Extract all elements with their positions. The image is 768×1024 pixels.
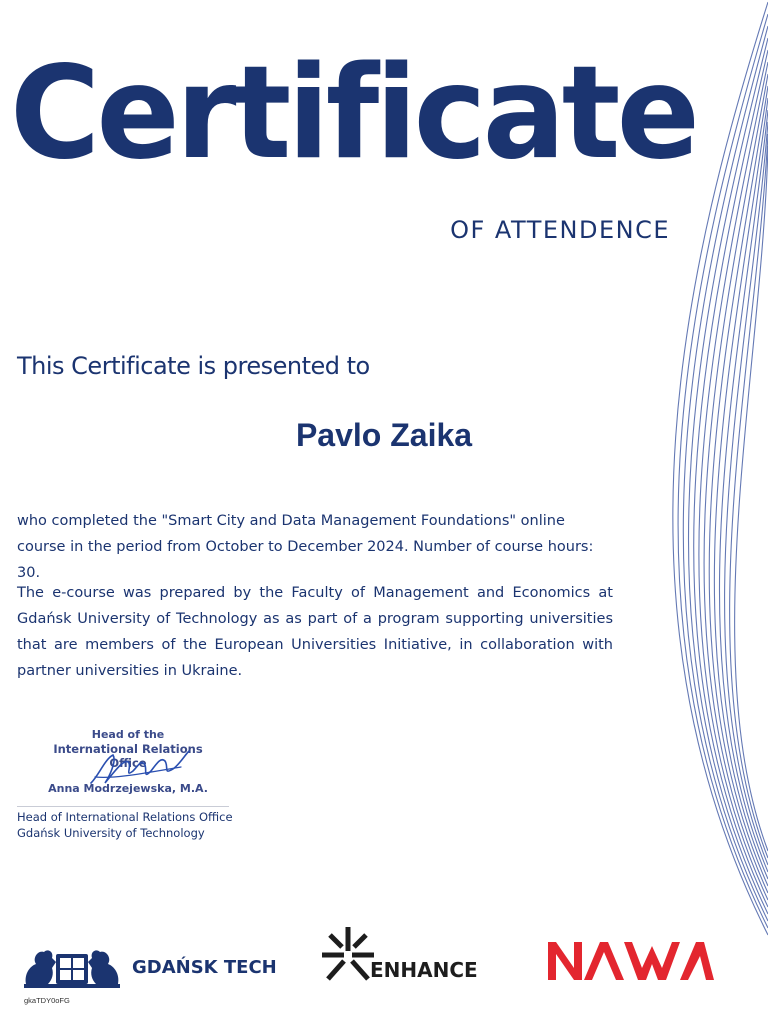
stamp-line-2: International Relations Office bbox=[53, 742, 203, 770]
stamp-line-3: Anna Modrzejewska, M.A. bbox=[48, 782, 208, 795]
enhance-star-logo bbox=[318, 925, 378, 987]
official-stamp bbox=[33, 725, 223, 800]
gdansk-tech-logo-text: GDAŃSK TECH bbox=[132, 957, 277, 978]
signatory-organization: Gdańsk University of Technology bbox=[17, 826, 205, 840]
program-description: The e-course was prepared by the Faculty of Management and Economics at Gdańsk University of Technology as as part of a program supporting universities that are members of the European Universities Initiative, in collaboration with partner universities in Ukraine. bbox=[17, 585, 613, 679]
handwritten-signature bbox=[85, 749, 195, 789]
gdansk-tech-emblem-logo bbox=[22, 944, 122, 992]
signature-line bbox=[17, 806, 229, 807]
certificate-subtitle: OF ATTENDENCE bbox=[450, 216, 670, 244]
signatory-title: Head of International Relations Office bbox=[17, 810, 233, 824]
recipient-name: Pavlo Zaika bbox=[295, 417, 473, 453]
nawa-logo bbox=[546, 938, 716, 982]
course-description: who completed the "Smart City and Data Management Foundations" online course in the period from October to December 2024. Number of course hours: 30. bbox=[17, 513, 594, 581]
enhance-logo-text: ENHANCE bbox=[370, 958, 478, 982]
presented-to-text: This Certificate is presented to bbox=[17, 352, 370, 380]
certificate-title: Certificate bbox=[10, 39, 697, 188]
stamp-line-1: Head of the bbox=[91, 728, 165, 741]
document-code: gkaTDY0oFG bbox=[24, 996, 70, 1005]
